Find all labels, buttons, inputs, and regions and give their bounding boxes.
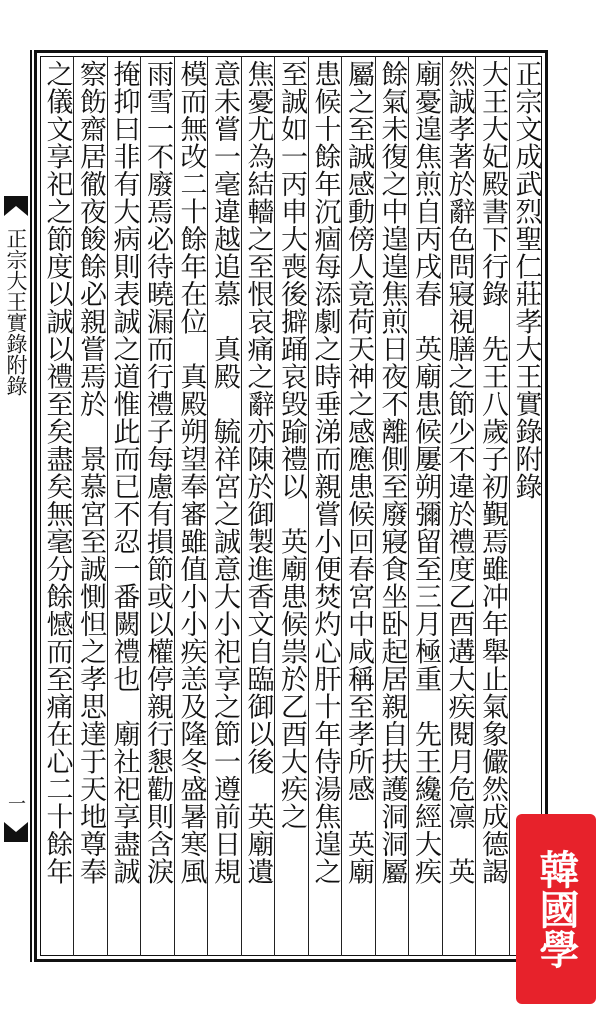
text-column: 餘氣未復之中遑遑焦煎日夜不離側至廢寢食坐卧起居親自扶護洞洞屬: [376, 60, 408, 885]
text-column: 患候十餘年沉痼每添劇之時垂涕而親嘗小便焚灼心肝十年侍湯焦遑之: [309, 60, 341, 885]
text-column: 雨雪一不廢焉必待曉漏而行禮子每慮有損節或以權停親行懇勸則含淚: [142, 60, 173, 885]
text-column: 模而無改二十餘年在位 真殿朔望奉審雖值小小疾恙及隆冬盛暑寒風: [175, 60, 207, 885]
text-column: 然誠孝著於辭色問寢視膳之節少不違於禮度乙酉遘大疾閱月危凛 英: [443, 60, 475, 885]
text-column: 廟憂遑焦煎自丙戌春 英廟患候屢朔彌留至三月極重 先王纔經大疾: [410, 60, 441, 885]
text-column: 掩抑曰非有大病則表誠之道惟此而已不忍一番闕禮也 廟社祀享盡誠: [108, 60, 140, 885]
fish-tail-bottom-icon: [2, 818, 30, 846]
fold-border-line: [30, 50, 32, 962]
text-column: 焦憂尤為結轖之至恨哀痛之辭亦陳於御製進香文自臨御以後 英廟遺: [242, 60, 274, 885]
text-column: 察飭齋居徹夜餕餘必親嘗焉於 景慕宮至誠惻怛之孝思達于天地尊奉: [75, 60, 106, 885]
text-column: 之儀文享祀之節度以誠以禮至矣盡矣無毫分餘憾而至痛在心二十餘年: [41, 60, 73, 885]
text-column: 至誠如一丙申大喪後擗踊哀毁踰禮以 英廟患候祟於乙酉大疾之: [276, 60, 307, 830]
text-column: 意未嘗一毫違越追慕 真殿 毓祥宮之誠意大小祀享之節一遵前日規: [209, 60, 240, 885]
page-number: 一: [8, 794, 26, 815]
text-column: 大王大妃殿書下行錄 先王八歲子初覲焉雖冲年舉止氣象儼然成德謁: [477, 60, 508, 885]
library-seal-stamp: [516, 814, 596, 1004]
text-column: 屬之至誠感動傍人竟荷天神之感應患候回春宮中咸稱至孝所感 英廟: [343, 60, 374, 885]
fold-title: 正宗大王實錄附錄: [4, 228, 28, 396]
fish-tail-top-icon: [2, 192, 30, 220]
seal-text: 韓國學: [533, 849, 579, 969]
book-title-column: 正宗文成武烈聖仁莊孝大王實錄附錄: [510, 60, 542, 500]
fold-margin: [0, 0, 34, 1016]
